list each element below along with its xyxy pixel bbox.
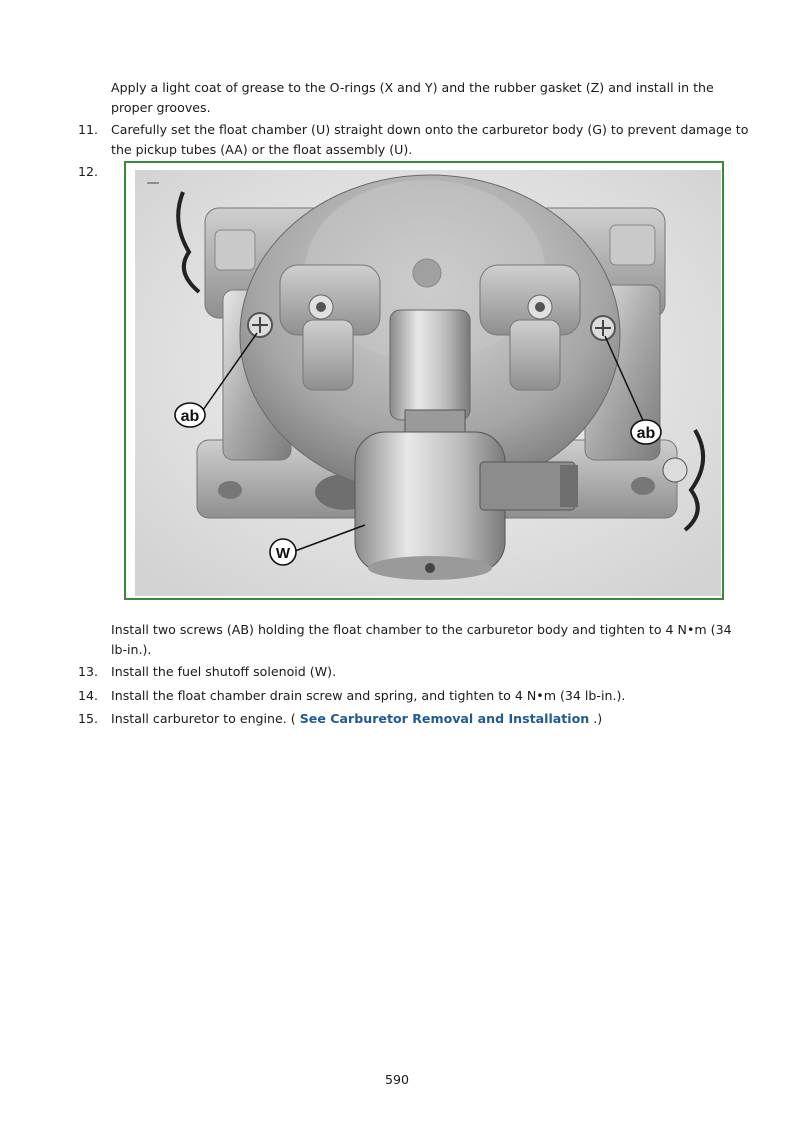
- step-number-12: 12.: [78, 164, 99, 179]
- step-15-text: [111, 709, 751, 729]
- step-15-text-after: .): [589, 711, 603, 726]
- intro-paragraph: Apply a light coat of grease to the O-rings (X and Y) and the rubber gasket (Z) and install in the proper grooves.: [111, 80, 714, 115]
- callout-ab-left: ab: [180, 408, 200, 425]
- page-number: 590: [384, 1072, 410, 1087]
- step-number-15: 15.: [78, 711, 99, 726]
- after-figure-paragraph: Install two screws (AB) holding the float chamber to the carburetor body and tighten to 4 N•m (34 lb-in.).: [111, 622, 732, 657]
- step-number-14: 14.: [78, 688, 99, 703]
- step-15-text-before: Install carburetor to engine. (: [111, 711, 300, 726]
- step-number-11: 11.: [78, 122, 99, 137]
- step-13-text: Install the fuel shutoff solenoid (W).: [111, 664, 337, 679]
- figure-frame: [124, 161, 724, 600]
- step-14-text: Install the float chamber drain screw and spring, and tighten to 4 N•m (34 lb-in.).: [111, 688, 626, 703]
- step-11-text: Carefully set the float chamber (U) straight down onto the carburetor body (G) to prevent damage to the pickup tubes (AA) or the float assembly (U).: [111, 122, 749, 157]
- carburetor-removal-link[interactable]: See Carburetor Removal and Installation: [299, 711, 590, 726]
- step-number-13: 13.: [78, 664, 99, 679]
- carburetor-photo: [135, 170, 721, 596]
- callout-ab-right: ab: [636, 425, 656, 442]
- callout-w: W: [275, 545, 291, 562]
